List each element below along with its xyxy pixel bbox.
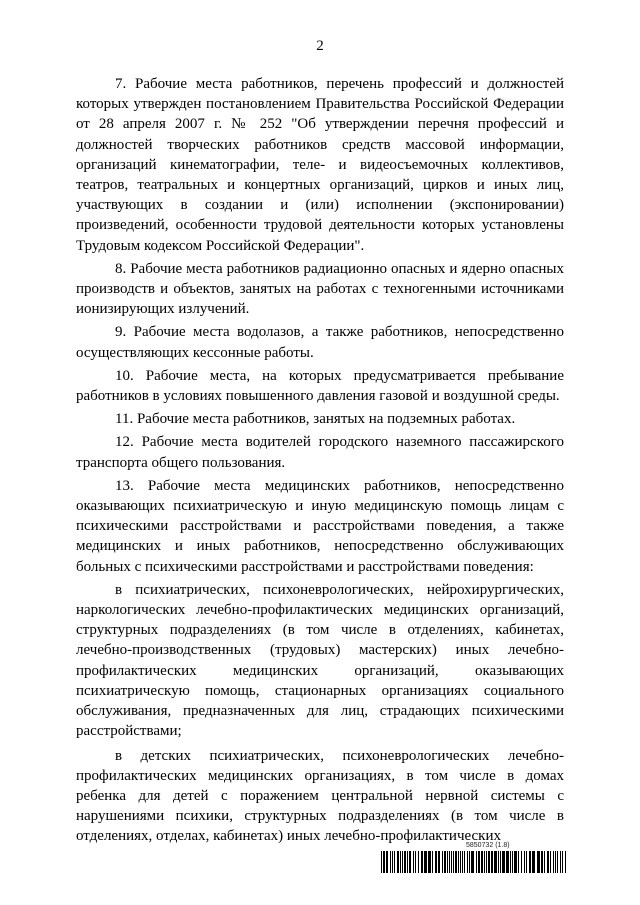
barcode-bar (390, 851, 391, 873)
barcode-bar (478, 851, 480, 873)
barcode-bar (432, 851, 433, 873)
barcode-bar (557, 851, 558, 873)
barcode-bar (541, 851, 543, 873)
barcode-bar (562, 851, 563, 873)
paragraph-item-12: 12. Рабочие места водителей городского наземного пассажирского транспорта общего пользования. (76, 434, 564, 471)
barcode-bar (537, 851, 540, 873)
barcode-bar (484, 851, 485, 873)
barcode-bar (453, 851, 454, 873)
barcode-bar (553, 851, 554, 873)
barcode-bar (481, 851, 483, 873)
barcode-bar (514, 851, 517, 873)
barcode-bar (418, 851, 419, 873)
barcode-bar (510, 851, 511, 873)
barcode-bar (550, 851, 551, 873)
barcode-bar (547, 851, 549, 873)
barcode-bar (413, 851, 414, 873)
barcode-bar (394, 851, 395, 873)
barcode-bar (392, 851, 393, 873)
paragraph-item-11: 11. Рабочие места работников, занятых на подземных работах. (115, 411, 516, 428)
barcode-bar (458, 851, 459, 873)
barcode-bar (512, 851, 513, 873)
barcode-bar (555, 851, 556, 873)
barcode-bar (486, 851, 487, 873)
document-code: 5850732 (1.8) (466, 842, 510, 849)
barcode-bar (381, 851, 382, 873)
barcode-bar (476, 851, 477, 873)
barcode-bar (449, 851, 450, 873)
barcode-bar (404, 851, 406, 873)
paragraph-item-7: 7. Рабочие места работников, перечень профессий и должностей которых утвержден постановлением Правительства Российской Федерации от 28 апреля 2007 г. № 252 "Об утверждении перечня профессий и должностей творческих работников средств массовой информации, организаций кинематографии, теле- и видеосъемочных коллективов, театров, театральных и концертных организаций, цирков и иных лиц, участвующих в создании и (или) исполнении (экспонировании) произведений, особенности трудовой деятельности которых установлены Трудовым кодексом Российской Федерации". (76, 76, 564, 254)
barcode-bar (402, 851, 403, 873)
barcode-bar (409, 851, 411, 873)
barcode-bar (444, 851, 446, 873)
barcode-bar (524, 851, 525, 873)
barcode-bar (506, 851, 509, 873)
barcode-bar (424, 851, 427, 873)
paragraph-item-8: 8. Рабочие места работников радиационно опасных и ядерно опасных производств и объектов, занятых на работах с техногенными источниками ионизирующих излучений. (76, 260, 564, 318)
barcode-bar (488, 851, 490, 873)
paragraph-subitem-child-psychiatric-organizations: в детских психиатрических, психоневрологических лечебно-профилактических медицинских организациях, в том числе в домах ребенка для детей с поражением центральной нервной системы с нарушениями психики, структурных подразделениях (в том числе в отделениях, отделах, кабинетах) иных лечебно-профилактических (76, 747, 564, 845)
barcode-bar (421, 851, 423, 873)
barcode-bar (498, 851, 499, 873)
barcode-bar (460, 851, 461, 873)
page-number: 2 (316, 38, 324, 54)
barcode-bar (438, 851, 440, 873)
barcode-bar (467, 851, 468, 873)
barcode-bar (521, 851, 522, 873)
paragraph-subitem-psychiatric-organizations: в психиатрических, психоневрологических, нейрохирургических, наркологических лечебно-профилактических медицинских организаций, структурных подразделениях (в том числе в отделениях, кабинетах, лечебно-производственных (трудовых) мастерских) иных лечебно-профилактических медицинских организаций, оказывающих психиатрическую помощь, стационарных организациях социального обслуживания, предназначенных для лиц, страдающих психическими расстройствами; (76, 581, 564, 740)
barcode-bar (518, 851, 519, 873)
barcode-bar (469, 851, 470, 873)
barcode-bar (447, 851, 448, 873)
paragraph-item-13: 13. Рабочие места медицинских работников, непосредственно оказывающих психиатрическую и иную медицинскую помощь лицам с психическими расстройствами и расстройствами поведения, а также медицинских и иных работников, непосредственно обслуживающих больных с психическими расстройствами и расстройствами поведения: (76, 477, 564, 575)
barcode-bar (397, 851, 399, 873)
barcode-bar (560, 851, 561, 873)
barcode-image (381, 851, 567, 873)
barcode-bar (500, 851, 501, 873)
barcode-bar (455, 851, 457, 873)
barcode-bar (529, 851, 531, 873)
barcode-bar (565, 851, 566, 873)
barcode-bar (415, 851, 416, 873)
barcode-bar (502, 851, 505, 873)
barcode-bar (494, 851, 497, 873)
barcode-bar (526, 851, 527, 873)
barcode-bar (407, 851, 408, 873)
barcode-bar (532, 851, 535, 873)
barcode-bar (435, 851, 437, 873)
barcode-bar (544, 851, 545, 873)
barcode-bar (386, 851, 388, 873)
document-body (76, 74, 564, 851)
barcode-bar (462, 851, 463, 873)
barcode-bar (400, 851, 401, 873)
barcode-bar (464, 851, 465, 873)
barcode-bar (471, 851, 474, 873)
paragraph-item-9: 9. Рабочие места водолазов, а также работников, непосредственно осуществляющих кессонные работы. (76, 324, 564, 361)
paragraph-item-10: 10. Рабочие места, на которых предусматривается пребывание работников в условиях повышенного давления газовой и воздушной среды. (76, 367, 564, 405)
barcode-bar (428, 851, 431, 873)
barcode-bar (451, 851, 452, 873)
barcode-bar (491, 851, 493, 873)
barcode-bar (442, 851, 443, 873)
barcode-bar (383, 851, 385, 873)
